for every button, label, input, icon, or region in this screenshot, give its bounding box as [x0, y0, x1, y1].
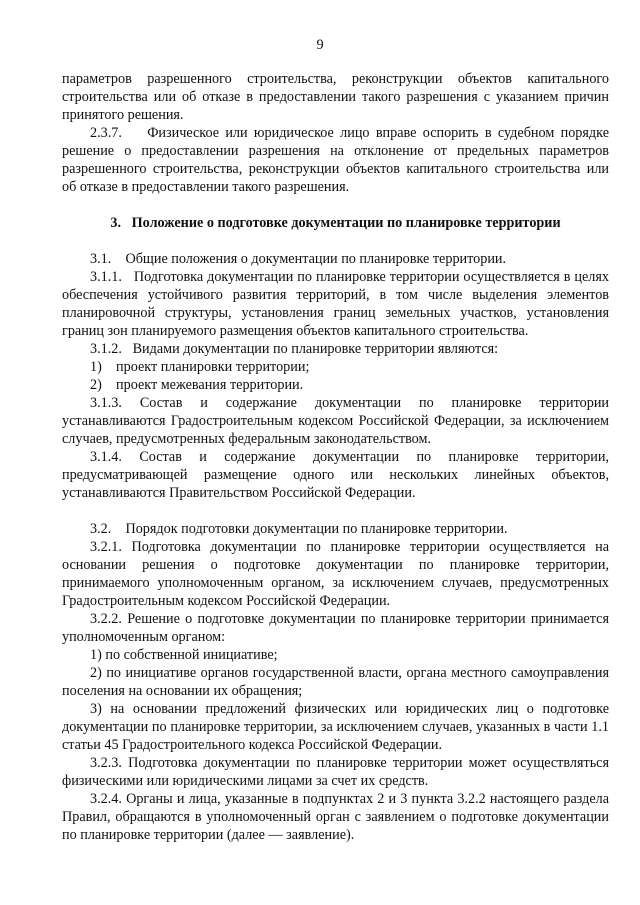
list-item-3-2-2-2: 2) по инициативе органов государственной власти, органа местного самоуправления поселения на основании их обращения;: [62, 665, 609, 699]
paragraph-2-3-7: 2.3.7. Физическое или юридическое лицо вправе оспорить в судебном порядке решение о предоставлении разрешения на отклонение от предельных параметров разрешенного строительства, реконструкции объектов капитального строительства или об отказе в предоставлении такого разрешения.: [62, 125, 609, 195]
spacer: [62, 232, 609, 250]
paragraph-3-2-1: 3.2.1. Подготовка документации по планировке территории осуществляется на основании решения о подготовке документации по планировке территории, принимаемого уполномоченным органом, за исключением случаев, предусмотренных Градостроительным кодексом Российской Федерации.: [62, 539, 609, 609]
list-item-3-2-2-3: 3) на основании предложений физических или юридических лиц о подготовке документации по планировке территории, за исключением случаев, указанных в части 1.1 статьи 45 Градостроительного кодекса Российской Федерации.: [62, 701, 609, 753]
spacer: [62, 196, 609, 214]
paragraph-3-1: 3.1. Общие положения о документации по планировке территории.: [90, 251, 507, 267]
paragraph-3-2: 3.2. Порядок подготовки документации по планировке территории.: [90, 521, 508, 537]
document-body: [62, 70, 609, 844]
list-item-3-2-2-1: 1) по собственной инициативе;: [90, 647, 278, 663]
list-item-1: 1) проект планировки территории;: [90, 359, 310, 375]
list-item-2: 2) проект межевания территории.: [90, 377, 304, 393]
paragraph-3-2-3: 3.2.3. Подготовка документации по планировке территории может осуществляться физическими или юридическими лицами за счет их средств.: [62, 755, 609, 789]
paragraph-3-1-2: 3.1.2. Видами документации по планировке территории являются:: [90, 341, 499, 357]
paragraph-3-1-3: 3.1.3. Состав и содержание документации по планировке территории устанавливаются Градостроительным кодексом Российской Федерации, за исключением случаев, предусмотренных федеральным законодательством.: [62, 395, 609, 447]
paragraph-3-1-1: 3.1.1. Подготовка документации по планировке территории осуществляется в целях обеспечения устойчивого развития территорий, в том числе выделения элементов планировочной структуры, установления границ земельных участков, установления границ зон планируемого размещения объектов капитального строительства.: [62, 269, 609, 339]
section-heading: 3. Положение о подготовке документации по планировке территории: [110, 215, 561, 231]
paragraph-3-1-4: 3.1.4. Состав и содержание документации по планировке территории, предусматривающей размещение одного или нескольких линейных объектов, устанавливаются Правительством Российской Федерации.: [62, 449, 609, 501]
paragraph-3-2-4: 3.2.4. Органы и лица, указанные в подпунктах 2 и 3 пункта 3.2.2 настоящего раздела Правил, обращаются в уполномоченный орган с заявлением о подготовке документации по планировке территории (далее — заявление).: [62, 791, 609, 843]
spacer: [62, 502, 609, 520]
paragraph-continuation: параметров разрешенного строительства, реконструкции объектов капитального строительства или об отказе в предоставлении такого разрешения с указанием причин принятого решения.: [62, 71, 609, 123]
paragraph-3-2-2: 3.2.2. Решение о подготовке документации по планировке территории принимается уполномоченным органом:: [62, 611, 609, 645]
page-number: 9: [316, 37, 324, 53]
